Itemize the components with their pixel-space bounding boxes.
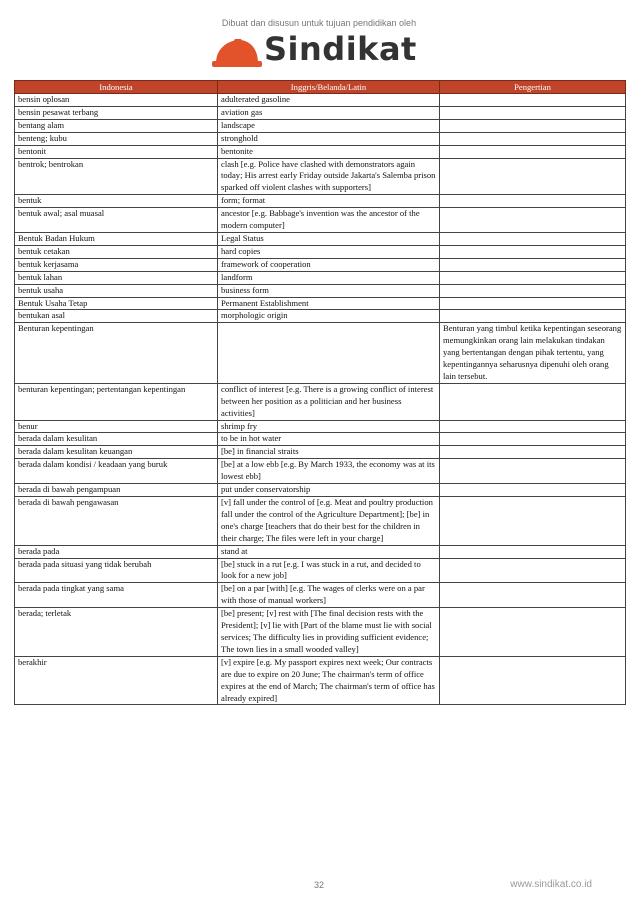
cell-indonesia: Benturan kepentingan bbox=[15, 323, 218, 384]
table-row bbox=[15, 459, 626, 484]
cell-indonesia: bentuk cetakan bbox=[15, 245, 218, 258]
table-row bbox=[15, 119, 626, 132]
cell-english: [be] present; [v] rest with [The final decision rests with the President]; [v] lie with [Part of the blame must lie with social services; The difficulty lies in providing sufficient evidence; The town lies in a small wooded valley] bbox=[218, 608, 440, 657]
cell-indonesia: berakhir bbox=[15, 656, 218, 705]
cell-english: [v] expire [e.g. My passport expires next week; Our contracts are due to expire on 20 June; The chairman's term of office expires at the end of March; The chairman's term of office has already expired] bbox=[218, 656, 440, 705]
brand-logo bbox=[212, 30, 432, 71]
cell-english: [be] in financial straits bbox=[218, 446, 440, 459]
page-number: 32 bbox=[313, 880, 324, 890]
cell-definition bbox=[440, 258, 626, 271]
cell-english: [be] at a low ebb [e.g. By March 1933, the economy was at its lowest ebb] bbox=[218, 459, 440, 484]
table-row bbox=[15, 195, 626, 208]
cell-indonesia: benur bbox=[15, 420, 218, 433]
cell-definition bbox=[440, 558, 626, 583]
cell-indonesia: berada pada bbox=[15, 545, 218, 558]
cell-definition bbox=[440, 583, 626, 608]
table-row bbox=[15, 545, 626, 558]
cell-definition bbox=[440, 497, 626, 546]
cell-english: aviation gas bbox=[218, 106, 440, 119]
cell-english: hard copies bbox=[218, 245, 440, 258]
cell-english: bentonite bbox=[218, 145, 440, 158]
cell-definition bbox=[440, 284, 626, 297]
cell-definition bbox=[440, 383, 626, 420]
table-row bbox=[15, 323, 626, 384]
cell-indonesia: bentuk kerjasama bbox=[15, 258, 218, 271]
cell-definition bbox=[440, 106, 626, 119]
cell-definition bbox=[440, 132, 626, 145]
table-row bbox=[15, 208, 626, 233]
table-row bbox=[15, 106, 626, 119]
cell-definition bbox=[440, 420, 626, 433]
table-row bbox=[15, 433, 626, 446]
cell-definition bbox=[440, 484, 626, 497]
cell-english: ancestor [e.g. Babbage's invention was the ancestor of the modern computer] bbox=[218, 208, 440, 233]
cell-english: landscape bbox=[218, 119, 440, 132]
cell-indonesia: bensin pesawat terbang bbox=[15, 106, 218, 119]
hardhat-icon bbox=[212, 37, 262, 69]
cell-indonesia: berada pada situasi yang tidak berubah bbox=[15, 558, 218, 583]
column-header-english: Inggris/Belanda/Latin bbox=[218, 81, 440, 94]
cell-indonesia: benteng; kubu bbox=[15, 132, 218, 145]
table-row bbox=[15, 608, 626, 657]
cell-indonesia: bentuk usaha bbox=[15, 284, 218, 297]
cell-indonesia: bentuk bbox=[15, 195, 218, 208]
cell-definition bbox=[440, 119, 626, 132]
glossary-table bbox=[14, 80, 626, 705]
brand-name: Sindikat bbox=[264, 30, 417, 68]
table-row bbox=[15, 383, 626, 420]
column-header-definition: Pengertian bbox=[440, 81, 626, 94]
cell-definition bbox=[440, 94, 626, 107]
cell-definition bbox=[440, 232, 626, 245]
table-row bbox=[15, 258, 626, 271]
cell-definition bbox=[440, 446, 626, 459]
cell-english: clash [e.g. Police have clashed with demonstrators again today; His arrest early Friday outside Jakarta's Salemba prison sparked off violent clashes with supporters] bbox=[218, 158, 440, 195]
cell-definition: Benturan yang timbul ketika kepentingan seseorang memungkinkan orang lain melakukan tindakan yang bertentangan dengan pihak tertentu, yang kepentingannya seharusnya dipenuhi oleh orang lain tersebut. bbox=[440, 323, 626, 384]
header-subtitle: Dibuat dan disusun untuk tujuan pendidikan oleh bbox=[221, 18, 417, 28]
table-row bbox=[15, 245, 626, 258]
cell-english: landform bbox=[218, 271, 440, 284]
table-row bbox=[15, 271, 626, 284]
table-row bbox=[15, 132, 626, 145]
table-row bbox=[15, 284, 626, 297]
cell-english: shrimp fry bbox=[218, 420, 440, 433]
cell-definition bbox=[440, 195, 626, 208]
cell-english: to be in hot water bbox=[218, 433, 440, 446]
cell-indonesia: benturan kepentingan; pertentangan kepentingan bbox=[15, 383, 218, 420]
cell-english bbox=[218, 323, 440, 384]
cell-definition bbox=[440, 245, 626, 258]
cell-english: stand at bbox=[218, 545, 440, 558]
cell-indonesia: bentuk awal; asal muasal bbox=[15, 208, 218, 233]
cell-definition bbox=[440, 208, 626, 233]
table-row bbox=[15, 420, 626, 433]
cell-definition bbox=[440, 608, 626, 657]
table-row bbox=[15, 446, 626, 459]
cell-english: conflict of interest [e.g. There is a growing conflict of interest between her position as a politician and her business activities] bbox=[218, 383, 440, 420]
table-row bbox=[15, 145, 626, 158]
cell-indonesia: berada dalam kesulitan bbox=[15, 433, 218, 446]
cell-english: Legal Status bbox=[218, 232, 440, 245]
cell-definition bbox=[440, 158, 626, 195]
cell-definition bbox=[440, 297, 626, 310]
cell-definition bbox=[440, 433, 626, 446]
cell-definition bbox=[440, 145, 626, 158]
cell-definition bbox=[440, 459, 626, 484]
table-row bbox=[15, 558, 626, 583]
cell-indonesia: berada; terletak bbox=[15, 608, 218, 657]
cell-indonesia: bensin oplosan bbox=[15, 94, 218, 107]
cell-definition bbox=[440, 310, 626, 323]
cell-english: [be] on a par [with] [e.g. The wages of clerks were on a par with those of manual workers] bbox=[218, 583, 440, 608]
cell-english: [v] fall under the control of [e.g. Meat and poultry production fall under the control of the Agriculture Department]; [be] in one's charge [teachers that do their best for the children in their charge; The files were left in your charge] bbox=[218, 497, 440, 546]
cell-indonesia: berada pada tingkat yang sama bbox=[15, 583, 218, 608]
cell-english: put under conservatorship bbox=[218, 484, 440, 497]
cell-english: form; format bbox=[218, 195, 440, 208]
cell-indonesia: bentang alam bbox=[15, 119, 218, 132]
table-row bbox=[15, 583, 626, 608]
cell-indonesia: bentukan asal bbox=[15, 310, 218, 323]
cell-indonesia: bentuk lahan bbox=[15, 271, 218, 284]
table-row bbox=[15, 94, 626, 107]
cell-indonesia: berada dalam kondisi / keadaan yang buruk bbox=[15, 459, 218, 484]
table-header-row bbox=[15, 81, 626, 94]
cell-english: [be] stuck in a rut [e.g. I was stuck in a rut, and decided to look for a new job] bbox=[218, 558, 440, 583]
cell-definition bbox=[440, 656, 626, 705]
table-row bbox=[15, 497, 626, 546]
table-row bbox=[15, 656, 626, 705]
cell-english: business form bbox=[218, 284, 440, 297]
cell-indonesia: berada dalam kesulitan keuangan bbox=[15, 446, 218, 459]
table-row bbox=[15, 484, 626, 497]
cell-indonesia: berada di bawah pengampuan bbox=[15, 484, 218, 497]
cell-indonesia: berada di bawah pengawasan bbox=[15, 497, 218, 546]
cell-english: adulterated gasoline bbox=[218, 94, 440, 107]
cell-indonesia: bentrok; bentrokan bbox=[15, 158, 218, 195]
cell-indonesia: Bentuk Badan Hukum bbox=[15, 232, 218, 245]
cell-indonesia: bentonit bbox=[15, 145, 218, 158]
footer-url: www.sindikat.co.id bbox=[510, 879, 592, 890]
cell-english: morphologic origin bbox=[218, 310, 440, 323]
table-row bbox=[15, 297, 626, 310]
table-row bbox=[15, 232, 626, 245]
table-row bbox=[15, 158, 626, 195]
cell-english: Permanent Establishment bbox=[218, 297, 440, 310]
cell-definition bbox=[440, 271, 626, 284]
table-row bbox=[15, 310, 626, 323]
cell-indonesia: Bentuk Usaha Tetap bbox=[15, 297, 218, 310]
cell-definition bbox=[440, 545, 626, 558]
cell-english: framework of cooperation bbox=[218, 258, 440, 271]
column-header-indonesia: Indonesia bbox=[15, 81, 218, 94]
cell-english: stronghold bbox=[218, 132, 440, 145]
